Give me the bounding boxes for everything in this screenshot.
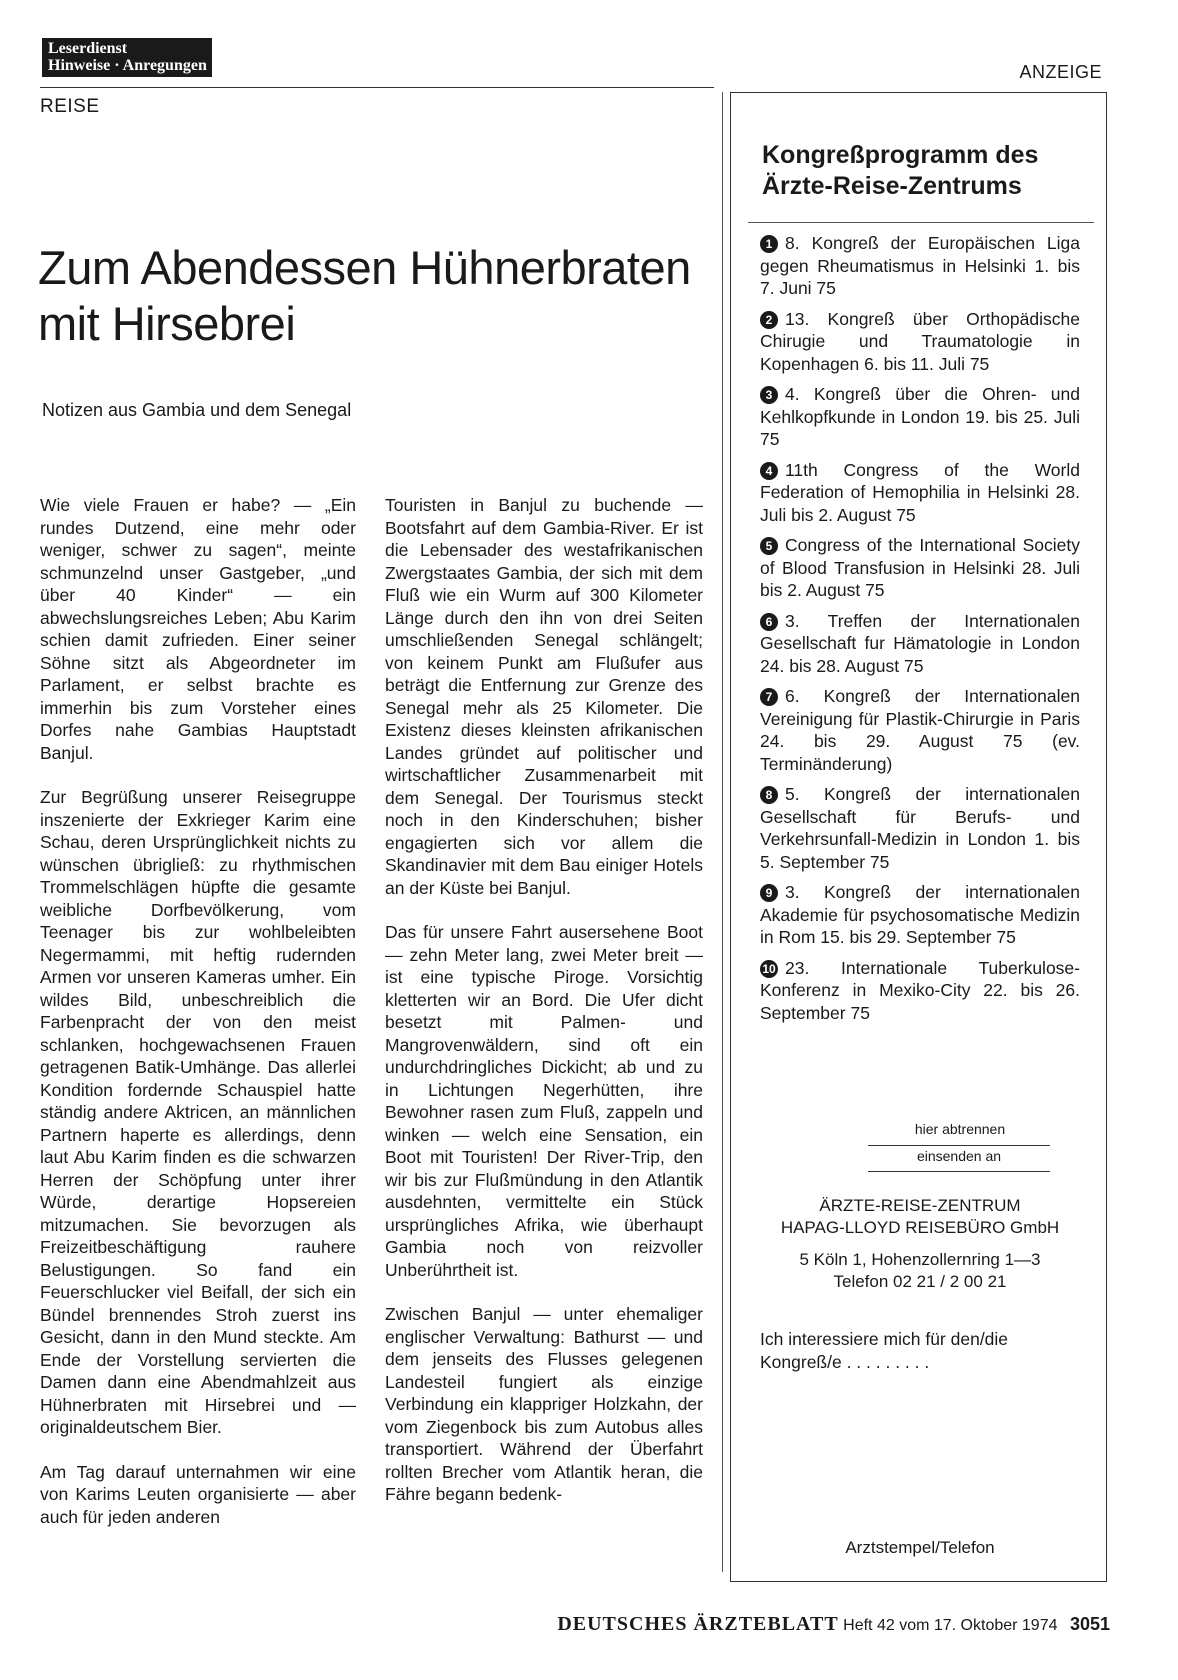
number-badge: 5 bbox=[760, 537, 778, 555]
number-badge: 8 bbox=[760, 786, 778, 804]
paragraph: Am Tag darauf unternahmen wir eine von Karims Leuten organisierte — aber auch für jeden anderen bbox=[40, 1461, 356, 1527]
paragraph: Zur Begrüßung unserer Reisegruppe inszenierte der Exkrieger Karim eine Schau, deren Ursprünglichkeit nichts zu wünschen übrigließ: zu rhythmischen Trommelschlägen hüpfte die gesamte weibliche Dorfbevölkerung, vom Teenager bis zur wohlbeleibten Negermammi, mit heftig rudernden Armen vor unseren Kameras umher. Ein wildes Bild, unbeschreiblich die Farbenpracht der von den meist schlanken, hochgewachsenen Frauen getragenen Batik-Umhänge. Das allerlei Kondition fordernde Schauspiel hatte ständig andere Aktricen, an männlichen Partnern haperte es allerdings, denn laut Abu Karim finden es die schwarzen Herren der Schöpfung unter ihrer Würde, derartige Hopsereien mitzumachen. Sie bevorzugen als Freizeitbeschäftigung rauhere Belustigungen. So fand ein Feuerschlucker viel Beifall, der sich ein Bündel brennendes Stroh zuerst ins Gesicht, dann in den Mund steckte. Am Ende der Vorstellung servierten die Damen dann eine Abendmahlzeit aus Hühnerbraten mit Hirsebrei und — originaldeutschem Bier. bbox=[40, 787, 356, 1437]
article-column-2 bbox=[385, 494, 703, 1528]
congress-item: 8 5. Kongreß der internationalen Gesellschaft für Berufs- und Verkehrsunfall-Medizin in London 1. bis 5. September 75 bbox=[760, 784, 1080, 872]
stamp-field[interactable]: Arztstempel/Telefon bbox=[845, 1538, 995, 1557]
congress-item: 3 4. Kongreß über die Ohren- und Kehlkopfkunde in London 19. bis 25. Juli 75 bbox=[760, 384, 1080, 449]
congress-item: 7 6. Kongreß der Internationalen Vereinigung für Plastik-Chirurgie in Paris 24. bis 29. August 75 (ev. Terminänderung) bbox=[760, 686, 1080, 774]
address-line-4: Telefon 02 21 / 2 00 21 bbox=[833, 1272, 1007, 1291]
reader-service-badge bbox=[42, 38, 212, 77]
section-label: REISE bbox=[40, 96, 100, 117]
paragraph: Zwischen Banjul — unter ehemaliger englischer Verwaltung: Bathurst — und dem jenseits des Flusses gelegenen Landesteil fungiert als einzige Verbindung ein klappriger Holzkahn, der vom Ziegenbock bis zum Autobus alles transportiert. Während der Überfahrt rollten Brecher vom Atlantik heran, die Fähre begann bedenk- bbox=[385, 1304, 703, 1504]
number-badge: 4 bbox=[760, 462, 778, 480]
footer bbox=[557, 1613, 1110, 1636]
congress-item: 5 Congress of the International Society of Blood Transfusion in Helsinki 28. Juli bis 2. August 75 bbox=[760, 535, 1080, 600]
address-block bbox=[760, 1195, 1080, 1293]
congress-item: 1 8. Kongreß der Europäischen Liga gegen Rheumatismus in Helsinki 1. bis 7. Juni 75 bbox=[760, 233, 1080, 298]
journal-name: DEUTSCHES ÄRZTEBLATT bbox=[557, 1613, 839, 1635]
paragraph: Das für unsere Fahrt ausersehene Boot — zehn Meter lang, zwei Meter breit — ist eine typische Piroge. Vorsichtig kletterten wir an Bord. Die Ufer dicht besetzt mit Palmen- und Mangrovenwäldern, sind oft ein undurchdringliches Dickicht; ab und zu in Lichtungen Negerhütten, ihre Bewohner rasen zum Fluß, zappeln und winken — welch eine Sensation, ein Boot mit Touristen! Der River-Trip, den wir bis zur Flußmündung in den Atlantik ausdehnten, vermittelte ein Stück ursprüngliches Afrika, wie überhaupt Gambia noch von reizvoller Unberührtheit ist. bbox=[385, 922, 703, 1280]
issue-info: Heft 42 vom 17. Oktober 1974 bbox=[843, 1617, 1058, 1634]
page-number: 3051 bbox=[1069, 1614, 1110, 1634]
congress-item: 10 23. Internationale Tuberkulose-Konferenz in Mexiko-City 22. bis 26. September 75 bbox=[760, 957, 1080, 1023]
paragraph: Touristen in Banjul zu buchende — Bootsfahrt auf dem Gambia-River. Er ist die Lebensader des westafrikanischen Zwergstaates Gambia, der sich mit dem Fluß wie ein Wurm auf 300 Kilometer Länge durch den ihn von drei Seiten umschließenden Senegal schlängelt; von keinem Punkt am Flußufer aus beträgt die Entfernung zur Grenze des Senegal mehr als 25 Kilometer. Die Existenz dieses kleinsten afrikanischen Landes gründet auf politischer und wirtschaftlicher Zusammenarbeit mit dem Senegal. Der Tourismus steckt noch in den Kinderschuhen; bisher engagierten sich vor allem die Skandinavier mit dem Bau einiger Hotels an der Küste bei Banjul. bbox=[385, 495, 703, 898]
header-rule bbox=[40, 87, 714, 88]
cut-here-label: hier abtrennen bbox=[914, 1121, 1006, 1137]
address-line-1: ÄRZTE-REISE-ZENTRUM bbox=[819, 1196, 1021, 1215]
badge-line-1: Leserdienst bbox=[48, 40, 128, 57]
number-badge: 9 bbox=[760, 884, 778, 902]
interest-field[interactable]: Ich interessiere mich für den/die Kongreß/e . . . . . . . . . bbox=[760, 1329, 1009, 1372]
column-divider bbox=[722, 92, 723, 1572]
ad-label: ANZEIGE bbox=[1019, 62, 1102, 82]
congress-item: 4 11th Congress of the World Federation of Hemophilia in Helsinki 28. Juli bis 2. August 75 bbox=[760, 459, 1080, 525]
number-badge: 2 bbox=[760, 311, 778, 329]
number-badge: 1 bbox=[760, 235, 778, 253]
ad-title-rule bbox=[748, 222, 1094, 223]
cut-line[interactable] bbox=[868, 1145, 1050, 1146]
number-badge: 3 bbox=[760, 386, 778, 404]
article-subtitle: Notizen aus Gambia und dem Senegal bbox=[42, 400, 352, 420]
congress-item: 9 3. Kongreß der internationalen Akademie für psychosomatische Medizin in Rom 15. bis 29. September 75 bbox=[760, 882, 1080, 947]
congress-item: 2 13. Kongreß über Orthopädische Chirugie und Traumatologie in Kopenhagen 6. bis 11. Juli 75 bbox=[760, 308, 1080, 374]
send-rule bbox=[868, 1171, 1050, 1172]
badge-line-2: Hinweise · Anregungen bbox=[48, 57, 207, 74]
send-to-label: einsenden an bbox=[916, 1148, 1002, 1164]
number-badge: 7 bbox=[760, 688, 778, 706]
number-badge: 6 bbox=[760, 613, 778, 631]
number-badge: 10 bbox=[760, 960, 778, 978]
congress-item: 6 3. Treffen der Internationalen Gesellschaft fur Hämatologie in London 24. bis 28. August 75 bbox=[760, 610, 1080, 676]
address-line-2: HAPAG-LLOYD REISEBÜRO GmbH bbox=[780, 1218, 1060, 1237]
ad-title: Kongreßprogramm des Ärzte-Reise-Zentrums bbox=[762, 141, 1039, 200]
address-line-3: 5 Köln 1, Hohenzollernring 1—3 bbox=[799, 1250, 1041, 1269]
congress-list bbox=[760, 232, 1080, 1032]
article-column-1 bbox=[40, 494, 356, 1550]
article-title: Zum Abendessen Hühnerbraten mit Hirsebrei bbox=[38, 241, 691, 350]
paragraph: Wie viele Frauen er habe? — „Ein rundes Dutzend, eine mehr oder weniger, schwer zu sagen“, meinte schmunzelnd unser Gastgeber, „und über 40 Kinder“ — ein abwechslungsreiches Leben; Abu Karim schien damit zufrieden. Einer seiner Söhne sitzt als Abgeordneter im Parlament, er selbst brachte es immerhin bis zum Vorsteher eines Dorfes nahe Gambias Hauptstadt Banjul. bbox=[40, 495, 356, 763]
